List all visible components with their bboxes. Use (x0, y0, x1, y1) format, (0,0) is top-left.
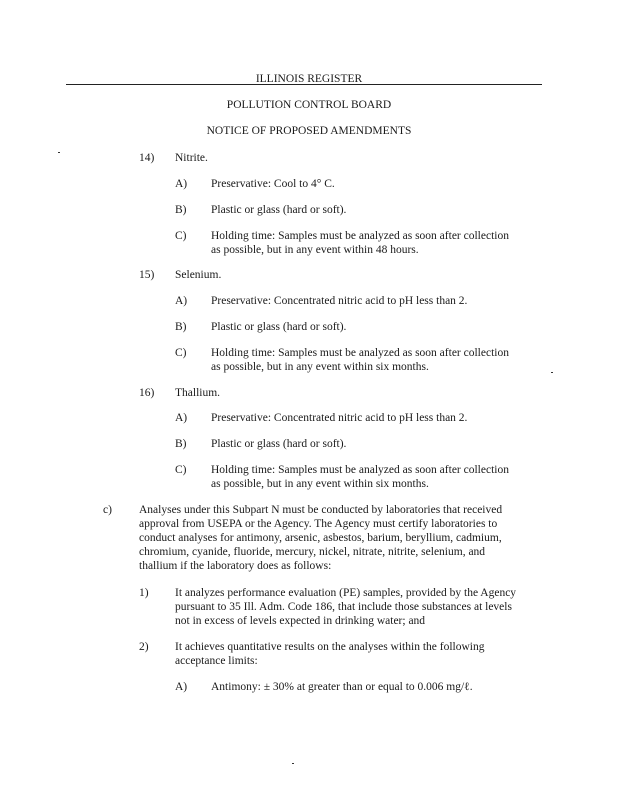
sub-text: as possible, but in any event within six months. (211, 361, 429, 373)
sub-text: pursuant to 35 Ill. Adm. Code 186, that include those substances at levels (175, 601, 512, 613)
sub-text: not in excess of levels expected in drinking water; and (175, 615, 426, 627)
sub-text: Plastic or glass (hard or soft). (211, 321, 347, 333)
sub-label: A) (175, 412, 188, 424)
section-text: thallium if the laboratory does as follows: (139, 560, 332, 572)
section-text: approval from USEPA or the Agency. The Agency must certify laboratories to (139, 518, 498, 530)
sub-label: B) (175, 321, 187, 333)
sub-text: Preservative: Concentrated nitric acid to pH less than 2. (211, 412, 468, 424)
notice-title: NOTICE OF PROPOSED AMENDMENTS (206, 125, 412, 137)
item-name: Thallium. (175, 387, 221, 399)
sub-text: Plastic or glass (hard or soft). (211, 438, 347, 450)
section-label: c) (103, 504, 112, 516)
sub-text: It analyzes performance evaluation (PE) samples, provided by the Agency (175, 587, 517, 599)
sub-text: Holding time: Samples must be analyzed as soon after collection (211, 347, 509, 359)
sub-text: Antimony: ± 30% at greater than or equal to 0.006 mg/ℓ. (211, 681, 473, 693)
section-text: Analyses under this Subpart N must be conducted by laboratories that received (139, 504, 503, 516)
sub-label: B) (175, 204, 187, 216)
item-number: 15) (139, 269, 155, 281)
item-number: 16) (139, 387, 155, 399)
header-rule (66, 84, 542, 85)
sub-label: B) (175, 438, 187, 450)
sub-text: acceptance limits: (175, 655, 258, 667)
sub-label: 2) (139, 641, 149, 653)
item-name: Selenium. (175, 269, 222, 281)
section-text: conduct analyses for antimony, arsenic, asbestos, barium, beryllium, cadmium, (139, 532, 502, 544)
sub-text: Holding time: Samples must be analyzed as soon after collection (211, 230, 509, 242)
section-text: chromium, cyanide, fluoride, mercury, nickel, nitrate, nitrite, selenium, and (139, 546, 486, 558)
sub-label: 1) (139, 587, 149, 599)
item-name: Nitrite. (175, 152, 208, 164)
sub-text: as possible, but in any event within 48 hours. (211, 244, 419, 256)
sub-text: It achieves quantitative results on the analyses within the following (175, 641, 485, 653)
sub-text: Plastic or glass (hard or soft). (211, 204, 347, 216)
scan-speck (551, 372, 553, 373)
sub-text: Preservative: Concentrated nitric acid to pH less than 2. (211, 295, 468, 307)
sub-label: A) (175, 295, 188, 307)
sub-label: A) (175, 681, 188, 693)
sub-label: C) (175, 230, 187, 242)
register-title: ILLINOIS REGISTER (255, 73, 363, 85)
sub-label: A) (175, 178, 188, 190)
item-number: 14) (139, 152, 155, 164)
scan-speck (58, 152, 60, 153)
scan-speck (292, 763, 294, 764)
sub-text: Holding time: Samples must be analyzed as soon after collection (211, 464, 509, 476)
sub-label: C) (175, 464, 187, 476)
board-title: POLLUTION CONTROL BOARD (226, 99, 392, 111)
sub-text: as possible, but in any event within six months. (211, 478, 429, 490)
sub-text: Preservative: Cool to 4° C. (211, 178, 335, 190)
sub-label: C) (175, 347, 187, 359)
